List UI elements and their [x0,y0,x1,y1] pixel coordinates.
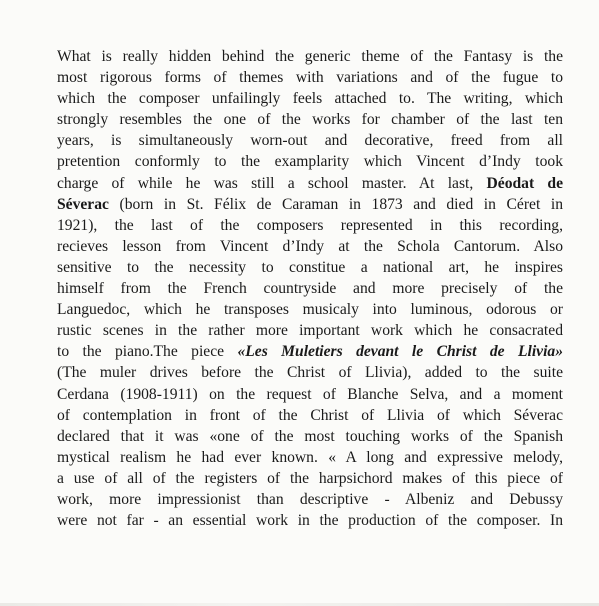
text-line-2: most rigorous forms of themes with variations and of the fugue to [57,69,563,87]
text-line-1: What is really hidden behind the generic theme of the Fantasy is the [57,48,563,65]
text-line-4: strongly resembles the one of the works for chamber of the last ten [57,111,563,129]
text-line-18: of contemplation in front of the Christ of Llivia of which Séverac [57,406,563,424]
text-line-13: Languedoc, which he transposes musicaly into luminous, odorous or [57,301,563,319]
text-line-11: sensitive to the necessity to constitue a national art, he inspires [57,258,563,276]
text-line-3: which the composer unfailingly feels attached to. The writing, which [57,90,563,108]
text-line-12: himself from the French countryside and more precisely of the [57,280,563,298]
text-line-22: work, more impressionist than descriptive - Albeniz and Debussy [57,490,563,508]
text-line-6: pretention conformly to the examplarity which Vincent d’Indy took [57,153,563,171]
text-line-20: mystical realism he had ever known. « A long and expressive melody, [57,448,563,466]
text-line-14: rustic scenes in the rather more important work which he consacrated [57,322,563,340]
text-line-23: were not far - an essential work in the production of the composer. In [57,512,563,530]
text-line-8: Séverac (born in St. Félix de Caraman in 1873 and died in Céret in [57,195,563,213]
text-line-15: to the piano.The piece «Les Muletiers devant le Christ de Llivia» [57,343,563,361]
text-line-7: charge of while he was still a school master. At last, Déodat de [57,174,563,192]
piece-title: «Les Muletiers devant le Christ de Llivia» [237,343,563,361]
text-line-9: 1921), the last of the composers represented in this recording, [57,216,563,234]
text-line-16: (The muler drives before the Christ of Llivia), added to the suite [57,364,563,382]
composer-name-bold-cont: Séverac [57,195,109,213]
composer-name-bold: Déodat de [486,174,563,192]
text-line-5: years, is simultaneously worn-out and decorative, freed from all [57,132,563,150]
text-line-19: declared that it was «one of the most touching works of the Spanish [57,427,563,445]
text-line-21: a use of all of the registers of the harpsichord makes of this piece of [57,469,563,487]
body-text [57,46,563,531]
text-line-17: Cerdana (1908-1911) on the request of Blanche Selva, and a moment [57,385,563,403]
text-line-10: recieves lesson from Vincent d’Indy at the Schola Cantorum. Also [57,237,563,255]
